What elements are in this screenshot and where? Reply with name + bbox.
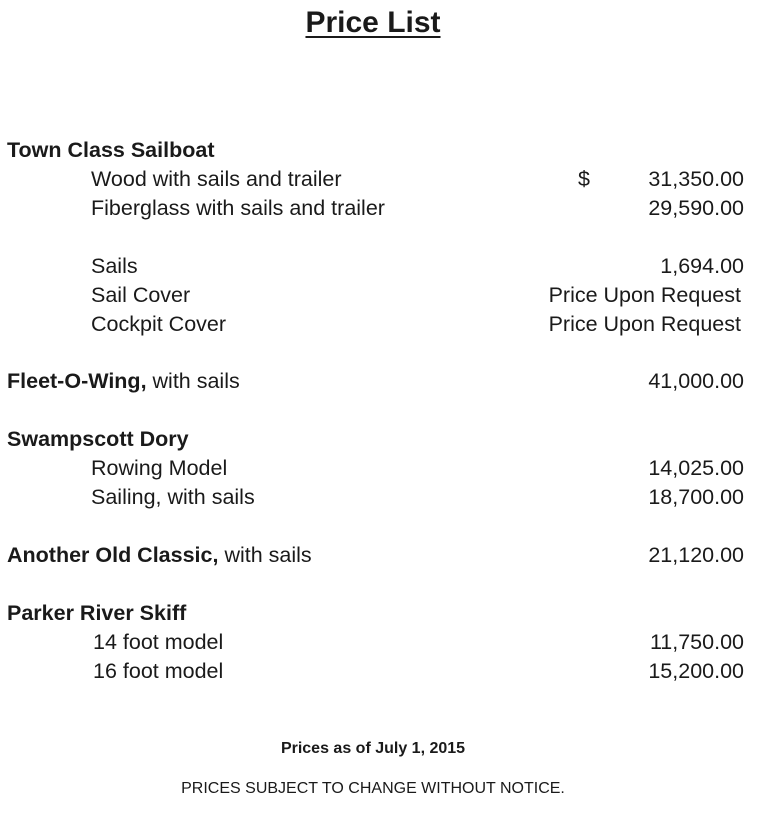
price-row-sailing-with-sails bbox=[0, 483, 744, 512]
item-price: 18,700.00 bbox=[648, 485, 744, 509]
price-row-wood-with-sails bbox=[0, 165, 744, 194]
item-price: 14,025.00 bbox=[648, 456, 744, 480]
item-price: Price Upon Request bbox=[548, 312, 741, 336]
item-label: Fiberglass with sails and trailer bbox=[91, 196, 385, 220]
item-price: 11,750.00 bbox=[649, 630, 744, 654]
price-row-14-foot-model bbox=[0, 628, 744, 657]
item-label: Sail Cover bbox=[91, 283, 191, 307]
item-label: Sails bbox=[91, 254, 138, 278]
price-row-16-foot-model bbox=[0, 657, 744, 686]
item-price: 1,694.00 bbox=[660, 254, 744, 278]
section-heading-label: Parker River Skiff bbox=[7, 601, 187, 625]
item-price: 15,200.00 bbox=[648, 659, 744, 683]
price-row-fleet-o-wing bbox=[0, 367, 744, 396]
section-heading-suffix: with sails bbox=[146, 369, 240, 393]
section-heading-parker-river-skiff bbox=[0, 599, 744, 628]
price-change-notice: PRICES SUBJECT TO CHANGE WITHOUT NOTICE. bbox=[181, 780, 565, 797]
section-heading-label: Swampscott Dory bbox=[7, 427, 189, 451]
item-label: Cockpit Cover bbox=[91, 312, 227, 336]
item-price: 31,350.00 bbox=[648, 167, 744, 191]
price-row-sail-cover bbox=[0, 281, 744, 310]
item-price: Price Upon Request bbox=[548, 283, 741, 307]
item-price: 29,590.00 bbox=[648, 196, 744, 220]
item-label: Sailing, with sails bbox=[91, 485, 255, 509]
price-row-rowing-model bbox=[0, 454, 744, 483]
section-heading-label: Fleet-O-Wing, bbox=[7, 369, 147, 393]
section-heading-label: Another Old Classic, bbox=[7, 543, 219, 567]
price-row-cockpit-cover bbox=[0, 310, 744, 339]
item-label: Rowing Model bbox=[91, 456, 228, 480]
section-heading-town-class-sailboat bbox=[0, 136, 744, 165]
item-price: 21,120.00 bbox=[648, 543, 744, 567]
item-label: Wood with sails and trailer bbox=[91, 167, 342, 191]
section-heading-swampscott-dory bbox=[0, 425, 744, 454]
price-row-another-old-classic bbox=[0, 541, 744, 570]
price-row-sails bbox=[0, 252, 744, 281]
page-title: Price List bbox=[305, 6, 441, 39]
price-row-fiberglass-with-sails bbox=[0, 194, 744, 223]
currency-symbol: $ bbox=[578, 167, 590, 191]
item-price: 41,000.00 bbox=[648, 369, 744, 393]
section-heading-suffix: with sails bbox=[218, 543, 312, 567]
prices-as-of-date: Prices as of July 1, 2015 bbox=[280, 740, 466, 757]
item-label: 14 foot model bbox=[93, 630, 224, 654]
item-label: 16 foot model bbox=[93, 659, 224, 683]
section-heading-label: Town Class Sailboat bbox=[7, 138, 215, 162]
